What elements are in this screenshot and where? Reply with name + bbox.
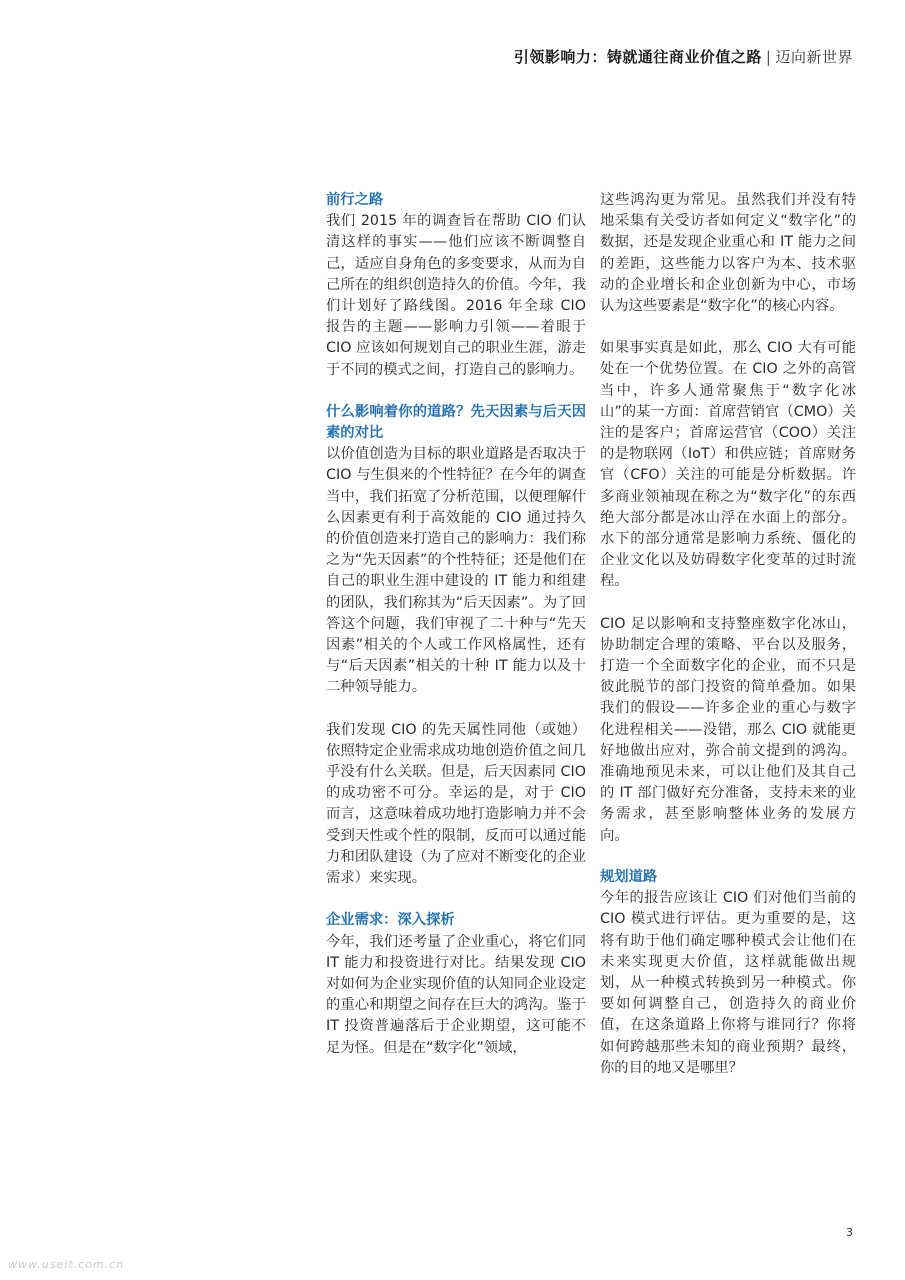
section-heading-plan-road: 规划道路 [600, 868, 658, 885]
paragraph: 如果事实真是如此，那么 CIO 大有可能处在一个优势位置。在 CIO 之外的高管当中，许多人通常聚焦于“数字化冰山”的某一方面：首席营销官（CMO）关注的是客户；首席运营官（COO）关注的是物联网（IoT）和供应链；首席财务官（CFO）关注的可能是分析数据。许多商业领袖现在称之为“数字化”的东西绝大部分都是冰山浮在水面上的部分。水下的部分通常是影响力系统、僵化的企业文化以及妨碍数字化变革的过时流程。 [600, 340, 856, 590]
paragraph: 今年，我们还考量了企业重心，将它们同 IT 能力和投资进行对比。结果发现 CIO 对如何为企业实现价值的认知同企业设定的重心和期望之间存在巨大的鸿沟。鉴于 IT 投资普遍落后于企业期望，这可能不足为怪。但是在“数字化”领域， [326, 933, 586, 1056]
paragraph: CIO 足以影响和支持整座数字化冰山，协助制定合理的策略、平台以及服务，打造一个全面数字化的企业，而不只是彼此脱节的部门投资的简单叠加。如果我们的假设——许多企业的重心与数字化进程相关——没错，那么 CIO 就能更好地做出应对，弥合前文提到的鸿沟。准确地预见未来，可以让他们及其自己的 IT 部门做好充分准备，支持未来的业务需求，甚至影响整体业务的发展方向。 [600, 615, 856, 844]
header-title: 引领影响力：铸就通往商业价值之路 [513, 48, 762, 66]
paragraph: 我们 2015 年的调查旨在帮助 CIO 们认清这样的事实——他们应该不断调整自己，适应自身角色的多变要求，从而为自己所在的组织创造持久的价值。今年，我们计划好了路线图。2016 年全球 CIO 报告的主题——影响力引领——着眼于 CIO 应该如何规划自己的职业生涯，游走于不同的模式之间，打造自己的影响力。 [326, 213, 586, 378]
paragraph: 我们发现 CIO 的先天属性同他（或她）依照特定企业需求成功地创造价值之间几乎没有什么关联。但是，后天因素同 CIO 的成功密不可分。幸运的是，对于 CIO 而言，这意味着成功地打造影响力并不会受到天性或个性的限制，反而可以通过能力和团队建设（为了应对不断变化的企业需求）来实现。 [326, 721, 586, 887]
section-heading-nature-vs-nurture: 什么影响着你的道路？先天因素与后天因素的对比 [326, 403, 586, 442]
paragraph: 以价值创造为目标的职业道路是否取决于 CIO 与生俱来的个性特征？在今年的调查当中，我们拓宽了分析范围，以便理解什么因素更有利于高效能的 CIO 通过持久的价值创造来打造自己的影响力：我们称之为“先天因素”的个性特征；还是他们在自己的职业生涯中建设的 IT 能力和组建的团队，我们称其为“后天因素”。为了回答这个问题，我们审视了二十种与“先天因素”相关的个人或工作风格属性，还有与“后天因素”相关的十种 IT 能力以及十二种领导能力。 [326, 446, 586, 696]
section-heading-business-needs: 企业需求：深入探析 [326, 912, 455, 929]
running-header [514, 46, 853, 67]
watermark: www.useit.com.cn [8, 1258, 125, 1271]
left-column [326, 190, 586, 1080]
paragraph: 今年的报告应该让 CIO 们对他们当前的 CIO 模式进行评估。更为重要的是，这将有助于他们确定哪种模式会让他们在未来实现更大价值，这样就能做出规划，从一种模式转换到另一种模式。你要如何调整自己，创造持久的商业价值，在这条道路上你将与谁同行？你将如何跨越那些未知的商业预期？最终，你的目的地又是哪里？ [600, 890, 856, 1076]
header-separator: | [765, 48, 772, 66]
section-heading-path-forward: 前行之路 [326, 192, 384, 208]
paragraph: 这些鸿沟更为常见。虽然我们并没有特地采集有关受访者如何定义“数字化”的数据，还是发现企业重心和 IT 能力之间的差距，这些能力以客户为本、技术驱动的企业增长和企业创新为中心，市场认为这些要素是“数字化”的核心内容。 [600, 192, 856, 315]
right-column [600, 190, 856, 1100]
page-number: 3 [846, 1226, 853, 1239]
header-subtitle: 迈向新世界 [775, 48, 853, 66]
